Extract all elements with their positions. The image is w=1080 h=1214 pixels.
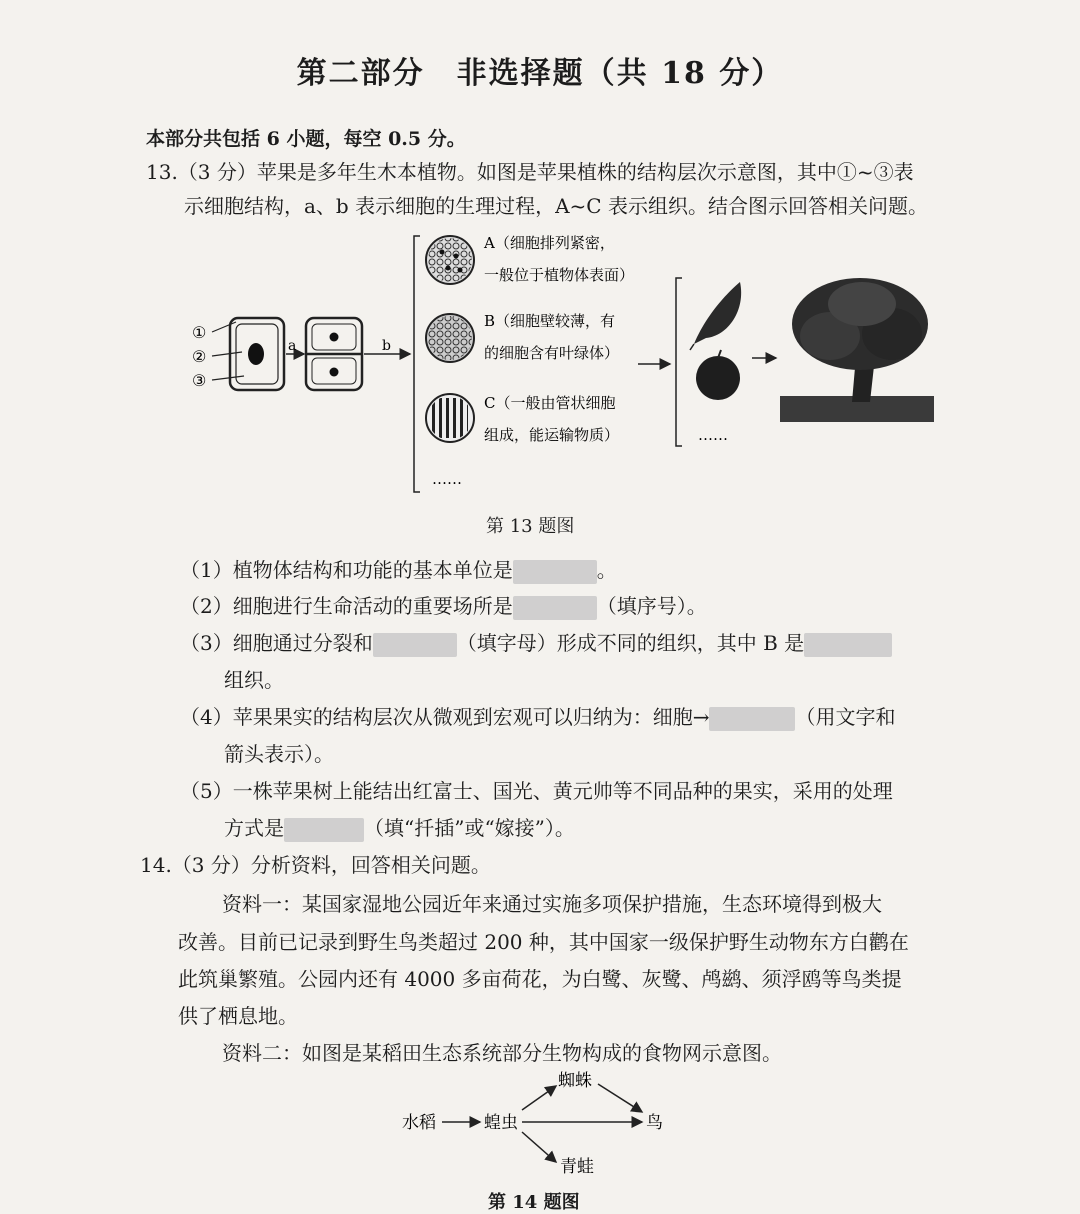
edge-locust-frog	[522, 1132, 556, 1162]
answer-blank-3[interactable]	[373, 633, 457, 657]
q13-figure	[180, 226, 950, 506]
edge-locust-spider	[522, 1086, 556, 1110]
cell-label-2: ②	[192, 347, 207, 366]
q13-sub1: （1）植物体结构和功能的基本单位是 。	[180, 558, 617, 582]
tissue-A-line1: A（细胞排列紧密，	[484, 234, 615, 252]
tissue-B-line1: B（细胞壁较薄，有	[484, 312, 616, 330]
apple-tree-icon	[780, 278, 934, 422]
q14-material1-line1: 资料一：某国家湿地公园近年来通过实施多项保护措施，生态环境得到极大	[222, 892, 882, 916]
q13-stem-line1: 13.（3 分）苹果是多年生木本植物。如图是苹果植株的结构层次示意图，其中①~③表	[146, 160, 914, 184]
q14-figure-caption: 第 14 题图	[488, 1192, 580, 1213]
q13-sub2: （2）细胞进行生命活动的重要场所是 （填序号）。	[180, 594, 707, 618]
node-spider: 蜘蛛	[558, 1071, 592, 1091]
q13-sub4: （4）苹果果实的结构层次从微观到宏观可以归纳为：细胞→ （用文字和	[180, 705, 896, 729]
divided-cells	[306, 318, 362, 390]
answer-blank-4[interactable]	[804, 633, 892, 657]
q13-sub3: （3）细胞通过分裂和 （填字母）形成不同的组织，其中 B 是	[180, 627, 892, 657]
single-cell	[230, 318, 284, 390]
q13-sub4-line2: 箭头表示）。	[224, 742, 334, 766]
q13-sub5: （5）一株苹果树上能结出红富士、国光、黄元帅等不同品种的果实，采用的处理	[180, 779, 893, 803]
node-frog: 青蛙	[560, 1157, 594, 1177]
node-rice: 水稻	[402, 1113, 436, 1133]
leaf-icon	[694, 282, 741, 344]
tissue-B-icon	[426, 314, 474, 362]
q14-material1-line2: 改善。目前已记录到野生鸟类超过 200 种，其中国家一级保护野生动物东方白鹳在	[178, 930, 909, 954]
arrow-b-label: b	[382, 338, 391, 354]
q14-material1-line3: 此筑巢繁殖。公园内还有 4000 多亩荷花，为白鹭、灰鹭、鸬鹚、须浮鸥等鸟类提	[178, 967, 902, 991]
section-note: 本部分共包括 6 小题，每空 0.5 分。	[146, 128, 466, 150]
tissue-more: ……	[432, 470, 462, 488]
tissue-C-icon	[426, 394, 474, 442]
q14-material1-line4: 供了栖息地。	[178, 1004, 298, 1028]
q13-sub5-line2: 方式是 （填“扦插”或“嫁接”）。	[224, 816, 575, 840]
q14-material2: 资料二：如图是某稻田生态系统部分生物构成的食物网示意图。	[222, 1041, 782, 1065]
tissue-bracket	[414, 236, 420, 492]
answer-blank-5[interactable]	[709, 707, 795, 731]
cell-label-1: ①	[192, 323, 207, 342]
tissue-C-line1: C（一般由管状细胞	[484, 394, 616, 412]
organ-more: ……	[698, 426, 728, 444]
tissue-A-line2: 一般位于植物体表面）	[484, 266, 635, 284]
organ-bracket	[676, 278, 682, 446]
answer-blank-1[interactable]	[513, 560, 597, 584]
answer-blank-6[interactable]	[284, 818, 364, 842]
q13-figure-caption: 第 13 题图	[486, 516, 575, 537]
apple-icon	[696, 350, 740, 400]
answer-blank-2[interactable]	[513, 596, 597, 620]
node-bird: 鸟	[646, 1113, 663, 1133]
tissue-A-icon	[426, 236, 474, 284]
cell-label-3: ③	[192, 371, 207, 390]
tissue-B-line2: 的细胞含有叶绿体）	[484, 344, 620, 362]
edge-spider-bird	[598, 1084, 642, 1112]
food-web-diagram	[396, 1066, 686, 1178]
node-locust: 蝗虫	[484, 1113, 518, 1133]
q14-stem: 14.（3 分）分析资料，回答相关问题。	[140, 853, 491, 877]
section-title: 第二部分 非选择题（共 18 分）	[296, 56, 784, 91]
q13-stem-line2: 示细胞结构，a、b 表示细胞的生理过程，A~C 表示组织。结合图示回答相关问题。	[184, 194, 928, 218]
arrow-a-label: a	[288, 338, 297, 354]
tissue-C-line2: 组成，能运输物质）	[484, 426, 620, 444]
q13-sub3-line2: 组织。	[224, 668, 284, 692]
